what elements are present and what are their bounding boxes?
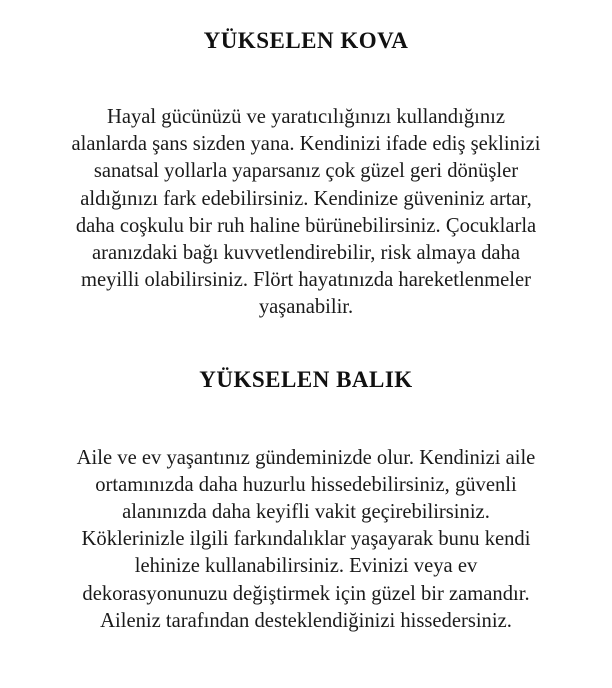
paragraph-line: aranızdaki bağı kuvvetlendirebilir, risk almaya daha — [91, 242, 521, 265]
paragraph-line: dekorasyonunuzu değiştirmek için güzel bir zamandır. — [82, 582, 530, 605]
paragraph-line: daha coşkulu bir ruh haline bürünebilirsiniz. Çocuklarla — [75, 214, 537, 237]
paragraph-line: aldığınızı fark edebilirsiniz. Kendinize güveniniz artar, — [80, 187, 532, 210]
paragraph-line: ortamınızda daha huzurlu hissedebilirsiniz, güvenli — [95, 473, 517, 496]
paragraph-line: lehinize kullanabilirsiniz. Evinizi veya ev — [134, 555, 478, 578]
paragraph-line: Hayal gücünüzü ve yaratıcılığınızı kullandığınız — [106, 106, 506, 128]
paragraph-line: meyilli olabilirsiniz. Flört hayatınızda hareketlenmeler — [80, 269, 532, 292]
section-yukselen-balik — [20, 363, 592, 635]
paragraph-line: Köklerinizle ilgili farkındalıklar yaşayarak bunu kendi — [81, 528, 531, 551]
section-title: YÜKSELEN BALIK — [199, 366, 413, 392]
paragraph-line: yaşanabilir. — [258, 296, 354, 319]
section-title: YÜKSELEN KOVA — [203, 28, 409, 53]
paragraph-line: alanınızda daha keyifli vakit geçirebilirsiniz. — [122, 501, 490, 524]
section-paragraph — [20, 445, 592, 635]
section-yukselen-kova — [20, 24, 592, 322]
paragraph-line: Aile ve ev yaşantınız gündeminizde olur. Kendinizi aile — [76, 446, 536, 469]
paragraph-line: Aileniz tarafından desteklendiğinizi hissedersiniz. — [100, 609, 512, 632]
section-paragraph — [20, 104, 592, 322]
paragraph-line: alanlarda şans sizden yana. Kendinizi ifade ediş şeklinizi — [71, 133, 541, 156]
paragraph-line: sanatsal yollarla yaparsanız çok güzel geri dönüşler — [93, 160, 519, 183]
